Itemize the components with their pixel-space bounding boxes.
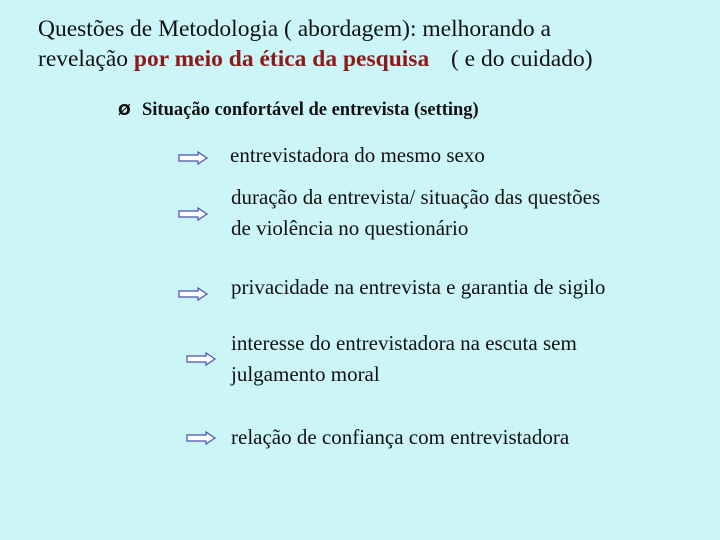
list-item: [231, 182, 600, 244]
title-line-2-start: revelação: [38, 46, 134, 72]
item-text: privacidade na entrevista e garantia de sigilo: [231, 275, 606, 299]
item-text: duração da entrevista/ situação das questões: [231, 185, 601, 209]
section-bullet: [118, 98, 479, 122]
right-arrow-icon: [178, 151, 208, 165]
slide-title: [38, 14, 713, 74]
title-line-2-end: ( e do cuidado): [450, 46, 593, 72]
right-arrow-icon: [178, 287, 208, 301]
right-arrow-icon: [186, 431, 216, 445]
item-text-continued: de violência no questionário: [231, 216, 469, 240]
list-item: [231, 272, 605, 303]
item-text: interesse do entrevistadora na escuta sem: [231, 331, 577, 355]
list-item: [231, 422, 569, 453]
section-heading: Situação confortável de entrevista (setting): [142, 100, 479, 120]
list-item: [231, 328, 577, 390]
item-text-continued: julgamento moral: [231, 362, 380, 386]
right-arrow-icon: [178, 207, 208, 221]
list-item: [230, 140, 485, 171]
right-arrow-icon: [186, 352, 216, 366]
title-highlight: por meio da ética da pesquisa: [133, 46, 430, 72]
arrow-bullet-icon: Ø: [118, 101, 131, 119]
item-text: entrevistadora do mesmo sexo: [230, 143, 485, 167]
item-text: relação de confiança com entrevistadora: [231, 425, 570, 449]
title-line-2: [38, 44, 713, 74]
title-line-1: Questões de Metodologia ( abordagem): melhorando a: [38, 16, 551, 42]
